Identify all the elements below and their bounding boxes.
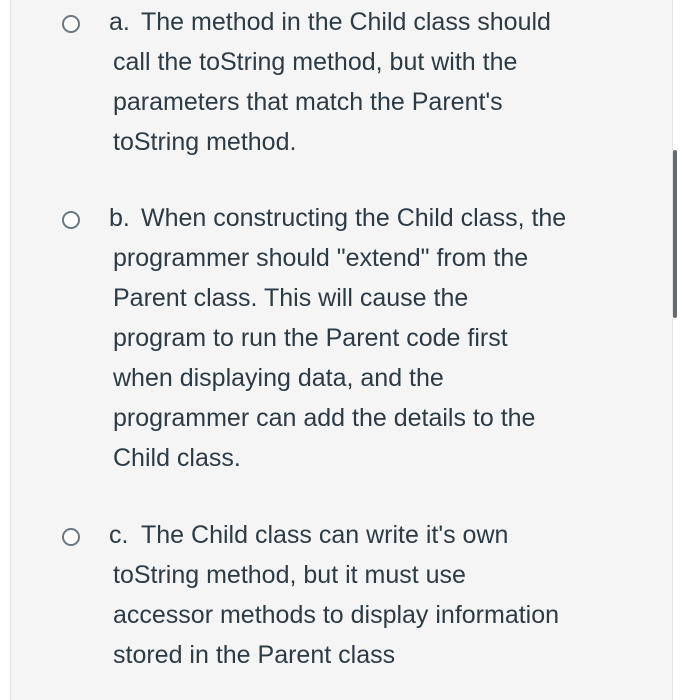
vertical-scrollbar[interactable] xyxy=(673,150,677,318)
option-a-letter: a. xyxy=(109,8,130,36)
option-a-text: The method in the Child class should call the toString method, but with the parameters that match the Parent's toString method. xyxy=(113,8,551,156)
radio-button-a[interactable] xyxy=(62,15,80,33)
radio-button-c[interactable] xyxy=(62,528,80,546)
option-c-text: The Child class can write it's own toString method, but it must use accessor methods to display information stored in the Parent class xyxy=(113,521,560,669)
option-b-letter: b. xyxy=(109,204,130,232)
option-b-text: When constructing the Child class, the programmer should "extend" from the Parent class. This will cause the program to run the Parent code first when displaying data, and the programmer can add the details to the Child class. xyxy=(113,204,567,472)
radio-button-b[interactable] xyxy=(62,211,80,229)
answer-options-card xyxy=(10,0,673,700)
option-c-letter: c. xyxy=(109,521,129,549)
